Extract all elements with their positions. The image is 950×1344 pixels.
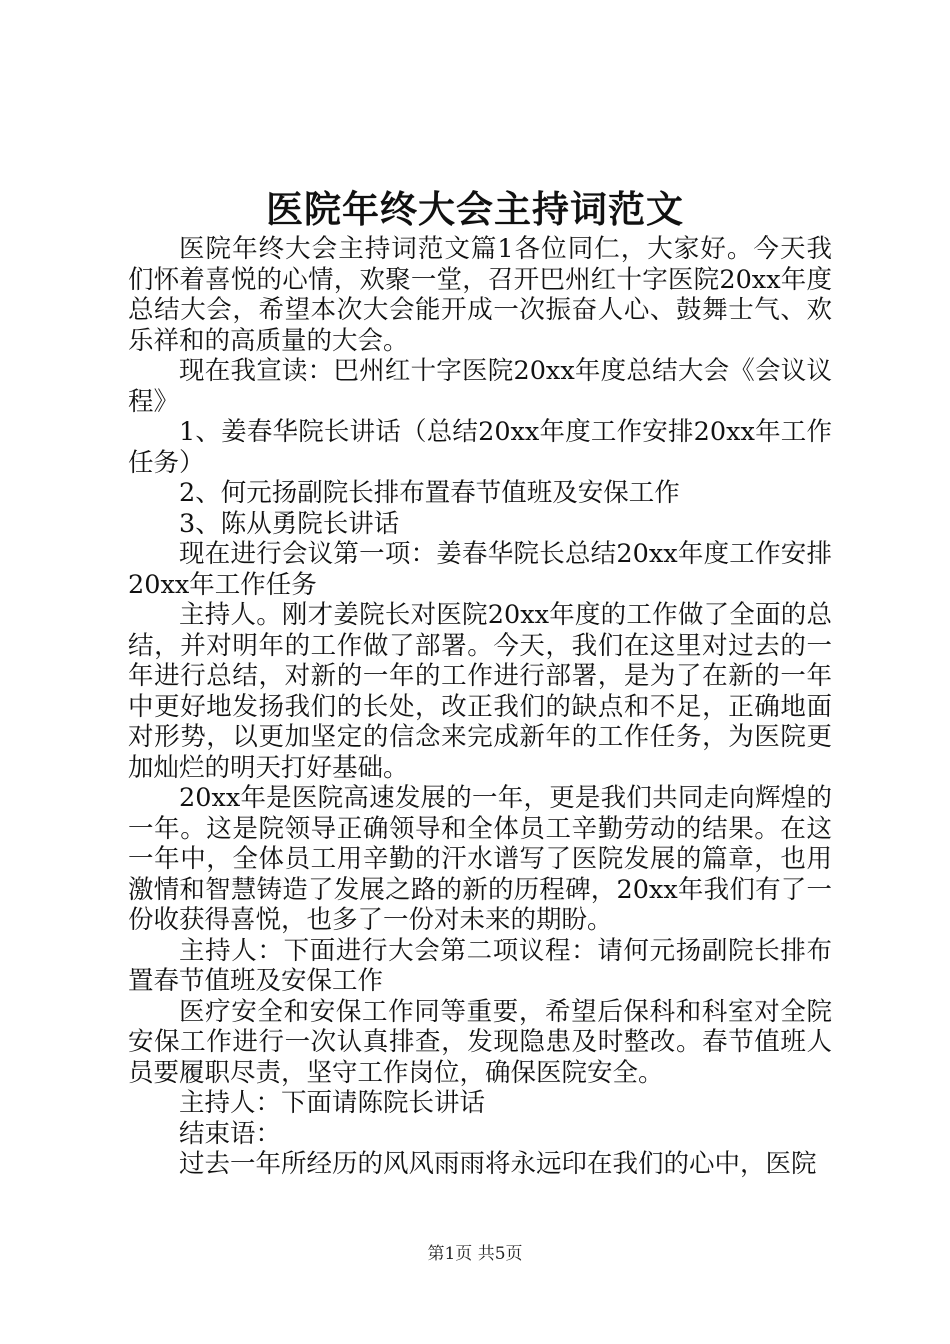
agenda-item: 2、何元扬副院长排布置春节值班及安保工作 xyxy=(179,478,680,508)
paragraph: 20xx年是医院高速发展的一年，更是我们共同走向辉煌的一年。这是院领导正确领导和全体员工辛勤劳动的结果。在这一年中，全体员工用辛勤的汗水谱写了医院发展的篇章，也用激情和智慧铸造了发展之路的新的历程碑，20xx年我们有了一份收获得喜悦，也多了一份对未来的期盼。 xyxy=(128,783,832,935)
agenda-item: 3、陈从勇院长讲话 xyxy=(179,508,400,539)
paragraph: 主持人：下面进行大会第二项议程：请何元扬副院长排布置春节值班及安保工作 xyxy=(128,935,832,996)
agenda-item: 1、姜春华院长讲话（总结20xx年度工作安排20xx年工作任务） xyxy=(128,417,832,478)
paragraph: 结束语： xyxy=(179,1118,282,1149)
page-footer: 第1页 共5页 xyxy=(427,1244,523,1264)
paragraph: 现在我宣读：巴州红十字医院20xx年度总结大会《会议议程》 xyxy=(128,356,832,417)
page-title: 医院年终大会主持词范文 xyxy=(266,187,684,231)
paragraph: 现在进行会议第一项：姜春华院长总结20xx年度工作安排20xx年工作任务 xyxy=(128,539,832,600)
paragraph: 过去一年所经历的风风雨雨将永远印在我们的心中，医院 xyxy=(179,1149,817,1179)
paragraph: 主持人：下面请陈院长讲话 xyxy=(179,1088,486,1118)
paragraph: 主持人。刚才姜院长对医院20xx年度的工作做了全面的总结，并对明年的工作做了部署。今天，我们在这里对过去的一年进行总结，对新的一年的工作进行部署，是为了在新的一年中更好地发扬我们的长处，改正我们的缺点和不足，正确地面对形势，以更加坚定的信念来完成新年的工作任务，为医院更加灿烂的明天打好基础。 xyxy=(128,600,832,783)
document-body xyxy=(128,234,832,1180)
paragraph: 医院年终大会主持词范文篇1各位同仁，大家好。今天我们怀着喜悦的心情，欢聚一堂，召开巴州红十字医院20xx年度总结大会，希望本次大会能开成一次振奋人心、鼓舞士气、欢乐祥和的高质量的大会。 xyxy=(128,234,832,356)
paragraph: 医疗安全和安保工作同等重要，希望后保科和科室对全院安保工作进行一次认真排查，发现隐患及时整改。春节值班人员要履职尽责，坚守工作岗位，确保医院安全。 xyxy=(128,996,832,1088)
